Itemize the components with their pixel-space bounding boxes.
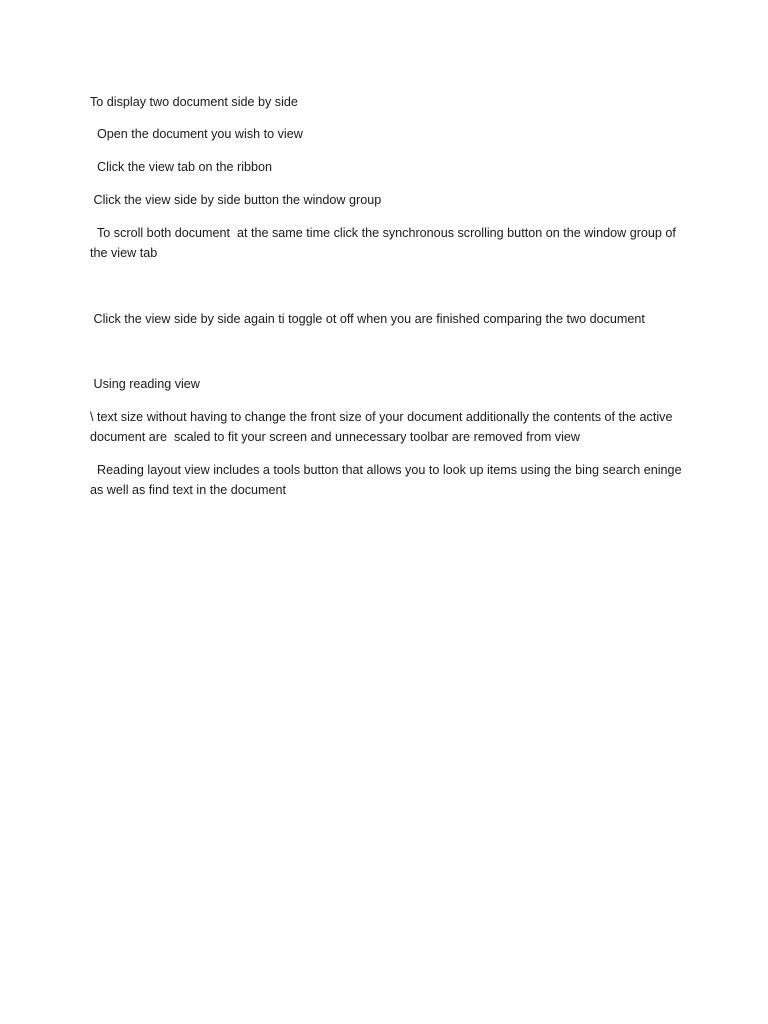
paragraph-body: Reading layout view includes a tools button that allows you to look up items using the bing search eninge as well as find text in the document — [90, 463, 686, 497]
paragraph-subheading: Using reading view — [90, 377, 200, 391]
paragraph-step: Click the view side by side button the window group — [90, 193, 382, 207]
paragraph-heading: To display two document side by side — [90, 95, 298, 109]
paragraph-step: To scroll both document at the same time click the synchronous scrolling button on the window group of the view tab — [90, 226, 680, 260]
paragraph-step: Open the document you wish to view — [90, 127, 303, 141]
paragraph-step: Click the view side by side again ti toggle ot off when you are finished comparing the two document — [90, 312, 645, 326]
paragraph-step: Click the view tab on the ribbon — [90, 160, 273, 174]
paragraph-body: \ text size without having to change the front size of your document additionally the contents of the active document are scaled to fit your screen and unnecessary toolbar are removed from view — [90, 410, 676, 444]
